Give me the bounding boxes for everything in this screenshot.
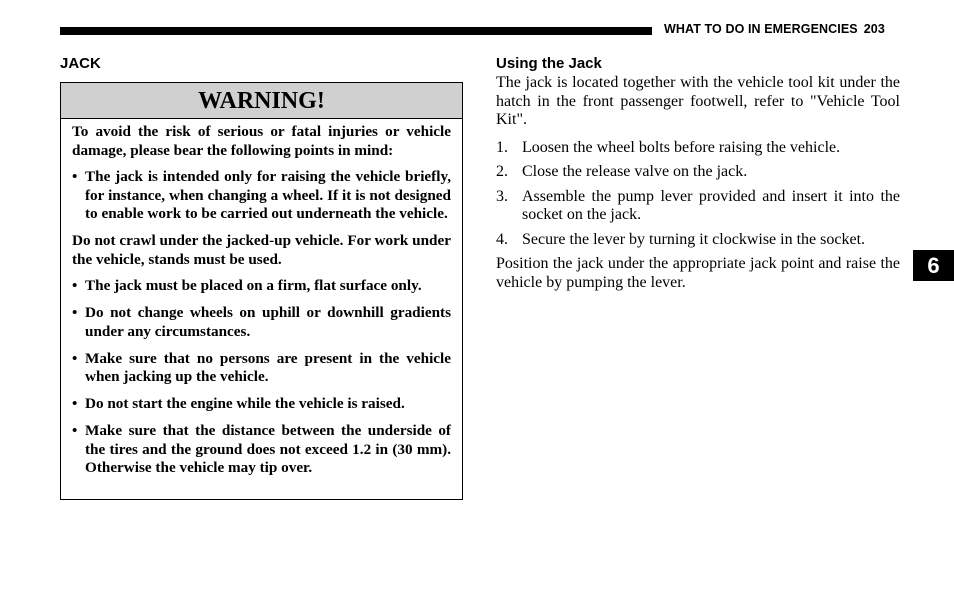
warning-bullet-text: Do not change wheels on uphill or downhill gradients under any circumstances. <box>85 304 451 340</box>
chapter-tab: 6 <box>913 250 954 281</box>
step-number: 1. <box>496 138 508 156</box>
header-section-title: WHAT TO DO IN EMERGENCIES <box>664 22 858 36</box>
warning-bullet <box>72 395 451 414</box>
warning-bullet-text: The jack is intended only for raising the vehicle briefly, for instance, when changing a wheel. If it is not designed to enable work to be carried out underneath the vehicle. <box>85 168 451 222</box>
warning-heading: WARNING! <box>61 83 462 119</box>
bullet-glyph: • <box>72 395 78 412</box>
section-title-using-the-jack: Using the Jack <box>496 55 602 72</box>
step-text: Secure the lever by turning it clockwise in the socket. <box>522 230 866 248</box>
step-item <box>496 139 900 158</box>
warning-bullet <box>72 168 451 224</box>
warning-bullet <box>72 277 451 296</box>
page-number: 203 <box>863 22 885 36</box>
step-text: Assemble the pump lever provided and insert it into the socket on the jack. <box>522 187 900 223</box>
steps-list <box>496 139 900 250</box>
warning-bullet <box>72 304 451 341</box>
running-header <box>664 22 885 36</box>
step-number: 3. <box>496 187 508 205</box>
bullet-glyph: • <box>72 349 78 367</box>
step-text: Loosen the wheel bolts before raising the vehicle. <box>522 138 841 156</box>
bullet-glyph: • <box>72 277 78 294</box>
header-rule <box>60 27 652 35</box>
step-item <box>496 163 900 182</box>
step-number: 2. <box>496 163 508 180</box>
bullet-glyph: • <box>72 168 78 185</box>
warning-list-2 <box>72 277 451 478</box>
warning-paragraph-2: Do not crawl under the jacked-up vehicle. For work under the vehicle, stands must be used. <box>72 232 451 268</box>
using-jack-intro: The jack is located together with the vehicle tool kit under the hatch in the front passenger footwell, refer to "Vehicle Tool Kit". <box>496 74 900 128</box>
warning-bullet <box>72 422 451 478</box>
right-column <box>496 55 900 301</box>
step-item <box>496 231 900 250</box>
section-title-jack: JACK <box>60 55 101 72</box>
warning-bullet-text: Do not start the engine while the vehicle is raised. <box>85 395 405 412</box>
warning-box <box>60 82 463 500</box>
step-item <box>496 188 900 225</box>
step-number: 4. <box>496 230 508 248</box>
warning-bullet-text: The jack must be placed on a firm, flat surface only. <box>85 277 422 294</box>
warning-bullet-text: Make sure that the distance between the underside of the tires and the ground does not exceed 1.2 in (30 mm). Otherwise the vehicle may tip over. <box>85 422 451 476</box>
bullet-glyph: • <box>72 422 78 439</box>
warning-bullet <box>72 350 451 387</box>
warning-bullet-text: Make sure that no persons are present in the vehicle when jacking up the vehicle. <box>85 349 451 385</box>
using-jack-closing: Position the jack under the appropriate jack point and raise the vehicle by pumping the lever. <box>496 255 900 291</box>
step-text: Close the release valve on the jack. <box>522 163 748 180</box>
warning-list-1 <box>72 168 451 224</box>
warning-intro: To avoid the risk of serious or fatal injuries or vehicle damage, please bear the following points in mind: <box>72 123 451 159</box>
bullet-glyph: • <box>72 304 78 321</box>
warning-body <box>61 119 462 478</box>
